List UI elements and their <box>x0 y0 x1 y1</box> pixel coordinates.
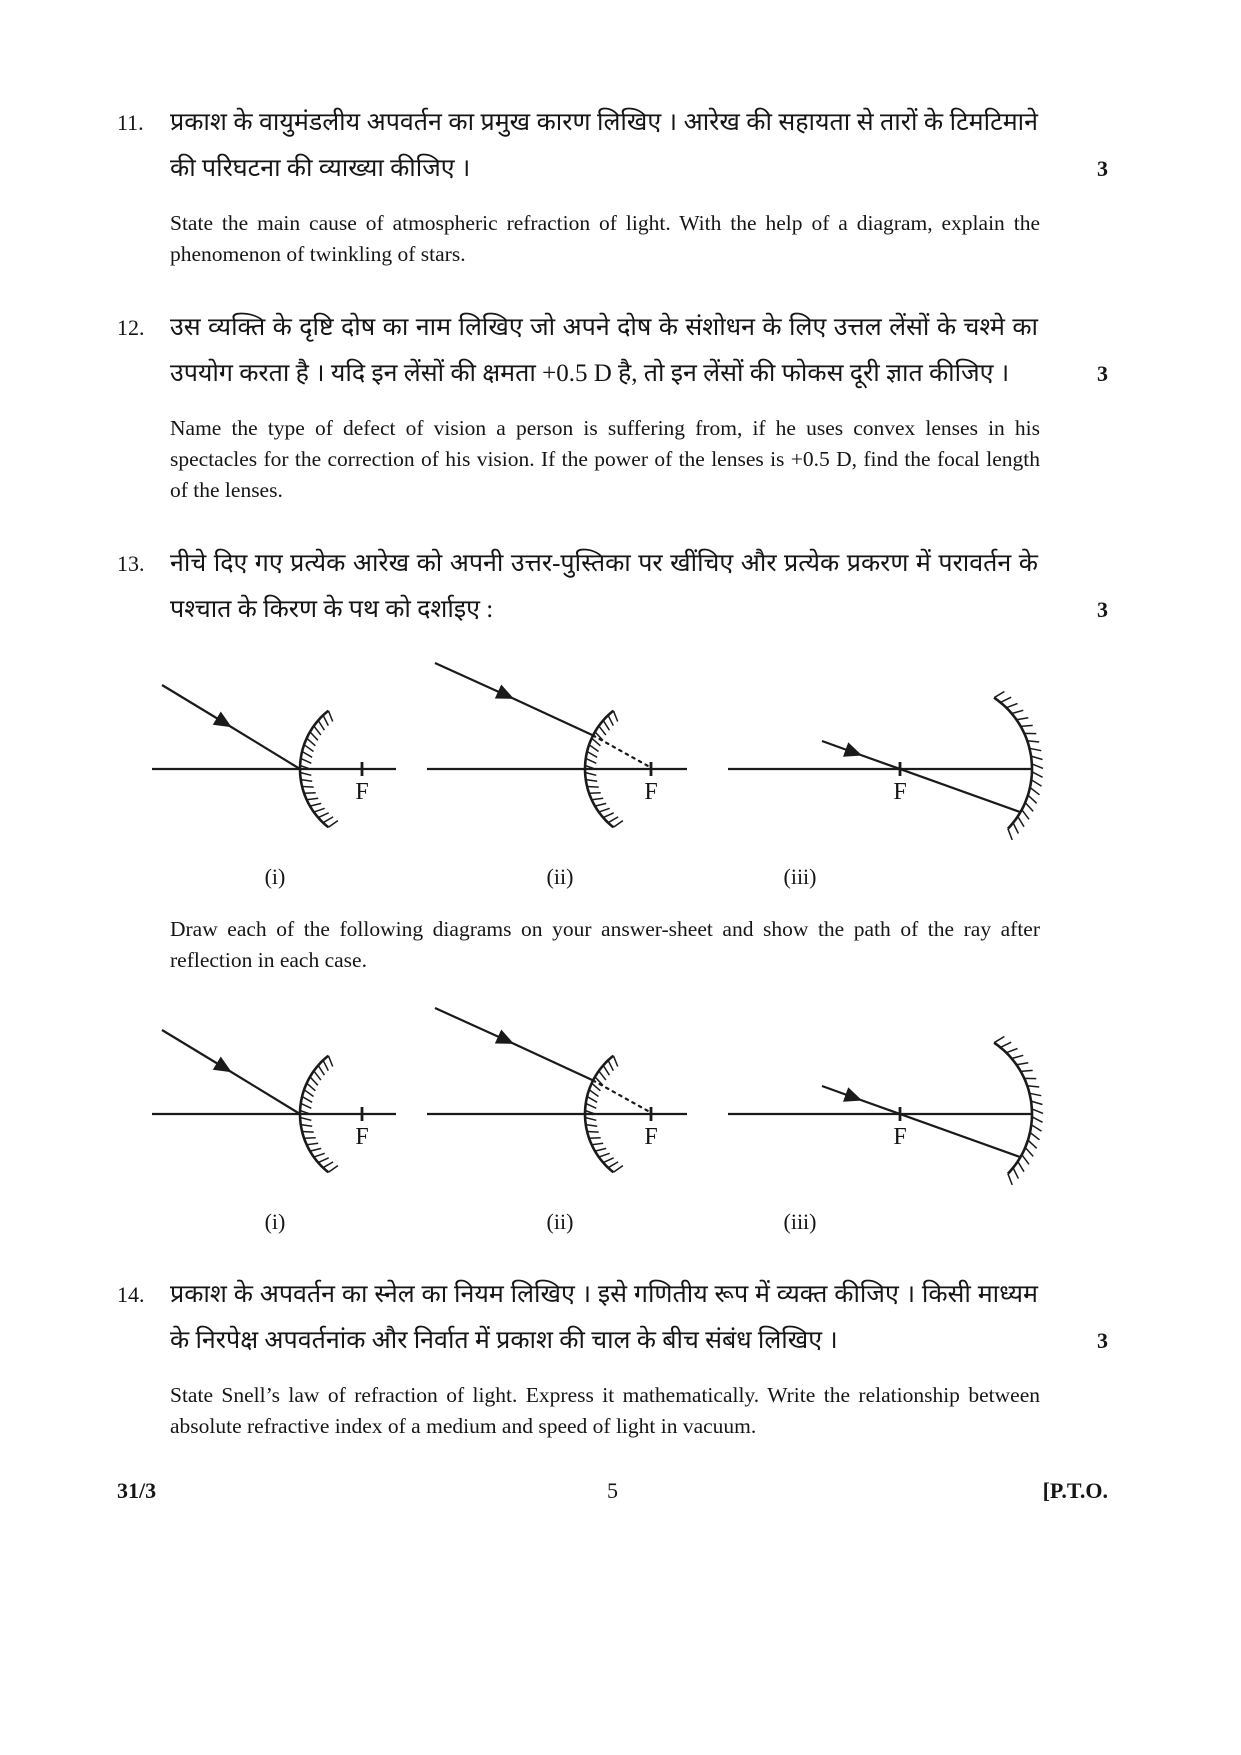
mirror-hatch-mark <box>587 1132 599 1133</box>
mirror-hatch-mark <box>301 758 312 763</box>
mirror-hatch-mark <box>608 1060 613 1070</box>
question-12 <box>117 305 1108 506</box>
mirror-hatch-mark <box>1008 829 1012 840</box>
mirror-hatch-mark <box>1000 1042 1011 1047</box>
mirror-hatch-mark <box>310 1077 318 1085</box>
mirror-hatch-mark <box>1018 816 1024 826</box>
mirror-hatch-mark <box>1032 1109 1043 1114</box>
mirror-hatch-mark <box>599 1071 606 1080</box>
mirror-hatch-mark <box>585 1118 596 1121</box>
mirror-hatch-mark <box>586 1103 597 1108</box>
mirror-hatch-mark <box>1031 780 1041 786</box>
question-text-hindi: प्रकाश के वायुमंडलीय अपवर्तन का प्रमुख कारण लिखिए । आरेख की सहायता से तारों के टिमटिमाने की परिघटना की व्याख्या कीजिए । <box>170 109 1038 182</box>
mirror-hatch-mark <box>307 798 319 800</box>
mirror-hatch-mark <box>603 813 614 818</box>
mirror-hatch-mark <box>1018 1161 1024 1171</box>
mirror-hatch-mark <box>301 780 312 782</box>
question-number: 14. <box>117 1282 145 1307</box>
mirror-hatch-mark <box>994 1037 1004 1043</box>
mirror-hatch-mark <box>587 1097 597 1103</box>
pto-note: [P.T.O. <box>1042 1478 1108 1503</box>
question-14 <box>117 1272 1108 1442</box>
mirror-hatch-mark <box>1000 697 1011 702</box>
mirror-hatch-mark <box>586 758 597 763</box>
marks-value: 3 <box>1097 597 1108 622</box>
mirror-hatch-mark <box>328 711 332 722</box>
diagram-label-ii: (ii) <box>546 1209 574 1234</box>
mirror-hatch-mark <box>1013 1168 1018 1179</box>
mirror-hatch-mark <box>323 1060 328 1070</box>
mirror-hatch-mark <box>1006 704 1017 708</box>
mirror-hatch-mark <box>310 803 321 806</box>
question-text-english: Draw each of the following diagrams on your answer-sheet and show the path of the ray after reflection in each case. <box>170 917 1040 972</box>
mirror-hatch-mark <box>1006 1049 1017 1053</box>
mirror-hatch-mark <box>300 1118 311 1121</box>
mirror-hatch-mark <box>1031 1101 1043 1104</box>
question-12-row <box>117 305 1108 397</box>
mirror-hatch-mark <box>613 1056 617 1067</box>
question-text-hindi: प्रकाश के अपवर्तन का स्नेल का नियम लिखिए । इसे गणितीय रूप में व्यक्त कीजिए । किसी माध्यम के निरपेक्ष अपवर्तनांक और निर्वात में प्रकाश की चाल के बीच संबंध लिखिए । <box>170 1281 1038 1354</box>
mirror-hatch-mark <box>1032 764 1043 769</box>
mirror-hatch-mark <box>1022 1155 1029 1165</box>
mirror-hatch-mark <box>1021 1070 1033 1071</box>
dotted-ray-to-focus <box>593 735 649 766</box>
mirror-hatch-mark <box>304 745 313 752</box>
mirror-hatch-mark <box>302 1097 312 1103</box>
mirror-hatch-mark <box>307 738 316 746</box>
ray-diagrams-row-2 <box>150 988 1108 1193</box>
mirror-hatch-mark <box>304 1138 316 1139</box>
mirror-hatch-mark <box>1017 1063 1029 1065</box>
mirror-hatch-mark <box>599 726 606 735</box>
mirror-hatch-mark <box>613 821 623 828</box>
mirror-hatch-mark <box>1032 772 1043 778</box>
mirror-hatch-mark <box>1028 795 1037 803</box>
mirror-hatch-mark <box>585 773 596 776</box>
mirror-hatch-mark <box>603 720 609 730</box>
question-11 <box>117 100 1108 270</box>
mirror-hatch-mark <box>304 1090 313 1097</box>
mirror-hatch-mark <box>314 808 325 812</box>
dotted-ray-to-focus <box>593 1080 649 1111</box>
diagram-label-iii: (iii) <box>783 864 817 889</box>
mirror-hatch-mark <box>314 1071 321 1080</box>
question-number: 11. <box>117 110 144 135</box>
mirror-hatch-mark <box>318 720 324 730</box>
mirror-hatch-mark <box>1027 741 1039 742</box>
diagram-label-iii: (iii) <box>783 1209 817 1234</box>
mirror-hatch-mark <box>1013 823 1018 834</box>
mirror-hatch-mark <box>328 1166 338 1173</box>
ray-diagram-concave-mirror-ray-through-focus <box>720 643 1050 848</box>
ray-diagram-convex-mirror-ray-towards-focus <box>425 643 695 848</box>
diagram-labels-row-2 <box>150 1207 1108 1237</box>
incident-ray <box>822 741 1020 812</box>
focus-label: F <box>893 1124 907 1150</box>
mirror-hatch-mark <box>1031 1125 1041 1131</box>
mirror-hatch-mark <box>307 1083 316 1091</box>
page-number: 5 <box>606 1478 618 1503</box>
mirror-hatch-mark <box>1028 1140 1037 1148</box>
question-text-english: Name the type of defect of vision a person is suffering from, if he uses convex lenses in his spectacles for the correction of his vision. If the power of the lenses is +0.5 D, find the focal length of the lenses. <box>170 416 1040 502</box>
mirror-hatch-mark <box>608 1162 618 1168</box>
question-13 <box>117 541 1108 1237</box>
question-number: 12. <box>117 315 145 340</box>
mirror-hatch-mark <box>613 1166 623 1173</box>
focus-label: F <box>644 1124 658 1150</box>
mirror-hatch-mark <box>1032 1117 1043 1123</box>
mirror-hatch-mark <box>302 787 314 788</box>
mirror-hatch-mark <box>323 715 328 725</box>
mirror-hatch-mark <box>608 715 613 725</box>
focus-label: F <box>893 779 907 805</box>
mirror-hatch-mark <box>310 1148 321 1151</box>
question-13-row <box>117 541 1108 633</box>
mirror-hatch-mark <box>595 1148 606 1151</box>
focus-label: F <box>355 779 369 805</box>
mirror-hatch-mark <box>304 793 316 794</box>
mirror-hatch-mark <box>318 1065 324 1075</box>
mirror-hatch-mark <box>1025 1148 1033 1157</box>
mirror-hatch-mark <box>1025 803 1033 812</box>
question-text-english: State the main cause of atmospheric refraction of light. With the help of a diagram, explain the phenomenon of twinkling of stars. <box>170 211 1040 266</box>
question-number: 13. <box>117 551 145 576</box>
ray-diagram-convex-mirror-pole-incidence <box>150 643 400 848</box>
mirror-hatch-mark <box>1027 1086 1039 1087</box>
ray-diagram-convex-mirror-pole-incidence <box>150 988 400 1193</box>
diagram-label-ii: (ii) <box>546 864 574 889</box>
mirror-hatch-mark <box>318 1158 329 1163</box>
mirror-hatch-mark <box>314 1153 325 1157</box>
mirror-hatch-mark <box>589 1090 598 1097</box>
mirror-hatch-mark <box>1017 718 1029 720</box>
mirror-hatch-mark <box>587 752 597 758</box>
diagram-labels-row-1 <box>150 862 1108 892</box>
marks-value: 3 <box>1097 156 1108 181</box>
mirror-hatch-mark <box>1008 1174 1012 1185</box>
mirror-hatch-mark <box>301 1103 312 1108</box>
mirror-hatch-mark <box>595 803 606 806</box>
diagram-label-i: (i) <box>264 864 286 889</box>
mirror-hatch-mark <box>328 1056 332 1067</box>
mirror-hatch-mark <box>1030 1133 1040 1140</box>
mirror-hatch-mark <box>599 1153 610 1157</box>
mirror-hatch-mark <box>301 1125 312 1127</box>
mirror-hatch-mark <box>587 787 599 788</box>
mirror-hatch-mark <box>608 817 618 823</box>
mirror-hatch-mark <box>1021 725 1033 726</box>
mirror-hatch-mark <box>328 821 338 828</box>
mirror-hatch-mark <box>1022 810 1029 820</box>
mirror-hatch-mark <box>314 726 321 735</box>
mirror-hatch-mark <box>1031 756 1043 759</box>
page-footer <box>117 1478 1108 1504</box>
mirror-hatch-mark <box>310 732 318 740</box>
mirror-hatch-mark <box>994 692 1004 698</box>
question-11-row <box>117 100 1108 192</box>
mirror-hatch-mark <box>603 1065 609 1075</box>
mirror-hatch-mark <box>1012 710 1024 713</box>
incident-ray <box>435 663 593 735</box>
ray-diagram-convex-mirror-ray-towards-focus <box>425 988 695 1193</box>
mirror-hatch-mark <box>307 1143 319 1145</box>
question-14-row <box>117 1272 1108 1364</box>
mirror-hatch-mark <box>603 1158 614 1163</box>
incident-ray <box>162 685 300 769</box>
mirror-hatching <box>994 1037 1043 1185</box>
question-text-hindi: नीचे दिए गए प्रत्येक आरेख को अपनी उत्तर-पुस्तिका पर खींचिए और प्रत्येक प्रकरण में परावर्तन के पश्चात के किरण के पथ को दर्शाइए : <box>170 550 1038 623</box>
mirror-hatch-mark <box>586 1125 597 1127</box>
incident-ray <box>822 1086 1020 1157</box>
mirror-hatch-mark <box>586 780 597 782</box>
marks-value: 3 <box>1097 1328 1108 1353</box>
ray-diagrams-row-1 <box>150 643 1108 848</box>
mirror-hatch-mark <box>1030 788 1040 795</box>
focus-label: F <box>355 1124 369 1150</box>
marks-value: 3 <box>1097 361 1108 386</box>
mirror-hatch-mark <box>300 773 311 776</box>
incident-ray <box>162 1030 300 1114</box>
question-text-english: State Snell’s law of refraction of light. Express it mathematically. Write the relationship between absolute refractive index of a medium and speed of light in vacuum. <box>170 1383 1040 1438</box>
mirror-hatch-mark <box>1030 748 1042 750</box>
paper-code: 31/3 <box>117 1478 157 1503</box>
mirror-hatch-mark <box>1030 1093 1042 1095</box>
mirror-hatch-mark <box>592 1143 604 1145</box>
mirror-hatch-mark <box>589 793 601 794</box>
mirror-hatch-mark <box>323 817 333 823</box>
question-text-hindi: उस व्यक्ति के दृष्टि दोष का नाम लिखिए जो अपने दोष के संशोधन के लिए उत्तल लेंसों के चश्मे का उपयोग करता है । यदि इन लेंसों की क्षमता +0.5 D है, तो इन लेंसों की फोकस दूरी ज्ञात कीजिए । <box>170 314 1038 387</box>
incident-ray <box>435 1008 593 1080</box>
mirror-hatch-mark <box>592 798 604 800</box>
mirror-hatch-mark <box>589 745 598 752</box>
mirror-hatch-mark <box>1012 1055 1024 1058</box>
mirror-hatch-mark <box>589 1138 601 1139</box>
focus-label: F <box>644 779 658 805</box>
mirror-hatch-mark <box>613 711 617 722</box>
mirror-hatch-mark <box>302 1132 314 1133</box>
mirror-hatch-mark <box>302 752 312 758</box>
mirror-hatch-mark <box>599 808 610 812</box>
mirror-hatching <box>994 692 1043 840</box>
mirror-hatch-mark <box>323 1162 333 1168</box>
diagram-label-i: (i) <box>264 1209 286 1234</box>
ray-diagram-concave-mirror-ray-through-focus <box>720 988 1050 1193</box>
mirror-hatch-mark <box>318 813 329 818</box>
